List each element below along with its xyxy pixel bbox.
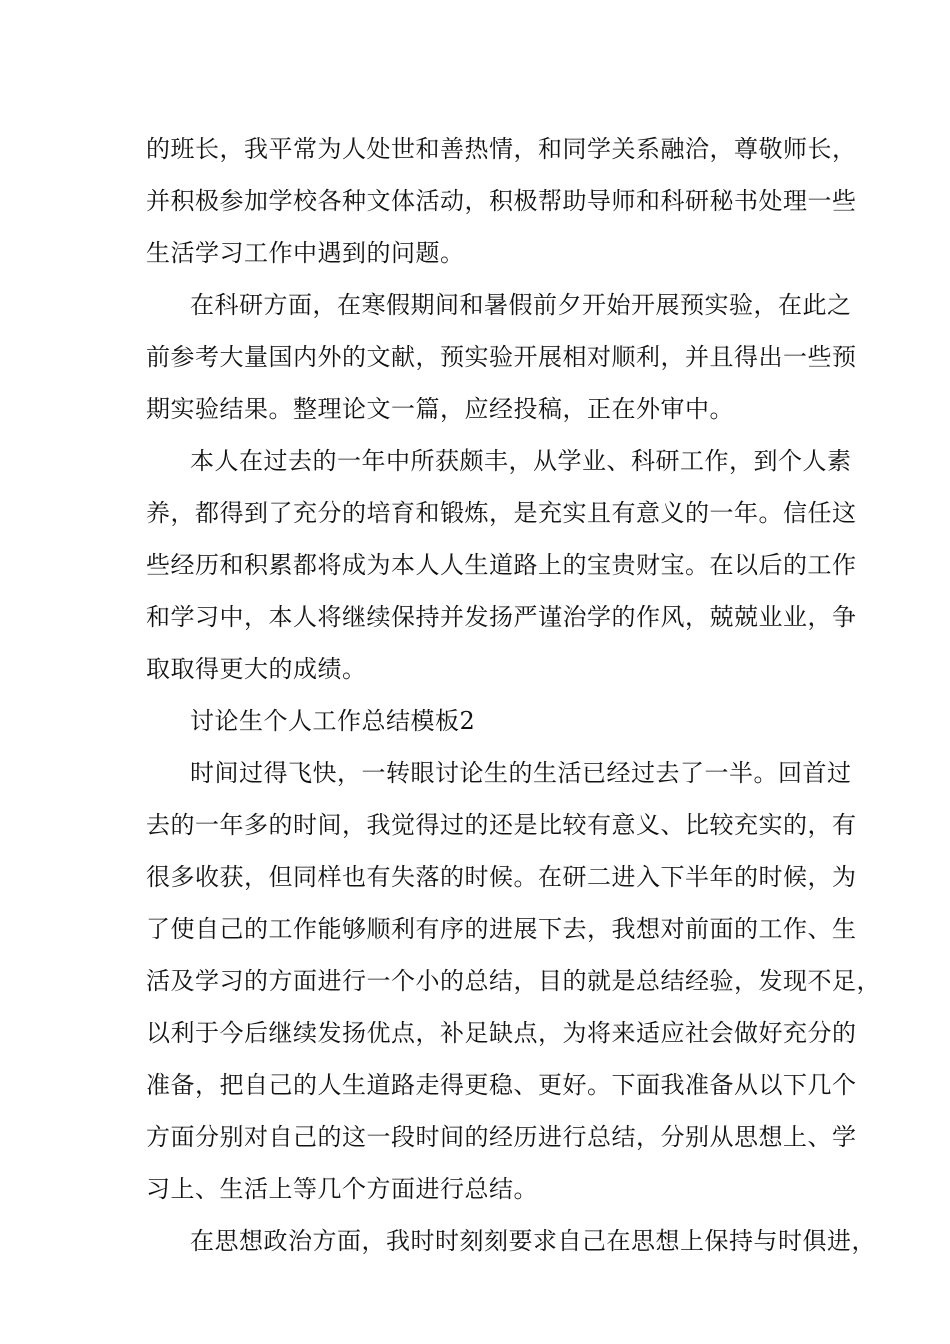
text-line: 准备，把自己的人生道路走得更稳、更好。下面我准备从以下几个: [146, 1071, 857, 1099]
text-line: 在思想政治方面，我时时刻刻要求自己在思想上保持与时俱进，: [190, 1227, 876, 1255]
text-line: 方面分别对自己的这一段时间的经历进行总结，分别从思想上、学: [146, 1123, 857, 1151]
section-heading: 讨论生个人工作总结模板2: [190, 707, 476, 735]
text-line: 养，都得到了充分的培育和锻炼，是充实且有意义的一年。信任这: [146, 499, 857, 527]
text-line: 活及学习的方面进行一个小的总结，目的就是总结经验，发现不足，: [146, 967, 881, 995]
text-line: 前参考大量国内外的文献，预实验开展相对顺利，并且得出一些预: [146, 343, 857, 371]
text-line: 和学习中，本人将继续保持并发扬严谨治学的作风，兢兢业业，争: [146, 603, 857, 631]
text-line: 了使自己的工作能够顺利有序的进展下去，我想对前面的工作、生: [146, 915, 857, 943]
text-line: 并积极参加学校各种文体活动，积极帮助导师和科研秘书处理一些: [146, 187, 857, 215]
text-line: 很多收获，但同样也有失落的时候。在研二进入下半年的时候，为: [146, 863, 857, 891]
text-line: 去的一年多的时间，我觉得过的还是比较有意义、比较充实的，有: [146, 811, 857, 839]
text-line: 习上、生活上等几个方面进行总结。: [146, 1175, 538, 1203]
text-line: 本人在过去的一年中所获颇丰，从学业、科研工作，到个人素: [190, 447, 852, 475]
text-line: 取取得更大的成绩。: [146, 655, 367, 683]
text-line: 的班长，我平常为人处世和善热情，和同学关系融洽，尊敬师长，: [146, 135, 857, 163]
text-line: 生活学习工作中遇到的问题。: [146, 239, 465, 267]
text-line: 在科研方面，在寒假期间和暑假前夕开始开展预实验，在此之: [190, 291, 852, 319]
text-line: 以利于今后继续发扬优点，补足缺点，为将来适应社会做好充分的: [146, 1019, 857, 1047]
text-line: 期实验结果。整理论文一篇，应经投稿，正在外审中。: [146, 395, 734, 423]
text-line: 些经历和积累都将成为本人人生道路上的宝贵财宝。在以后的工作: [146, 551, 857, 579]
text-line: 时间过得飞快，一转眼讨论生的生活已经过去了一半。回首过: [190, 759, 852, 787]
